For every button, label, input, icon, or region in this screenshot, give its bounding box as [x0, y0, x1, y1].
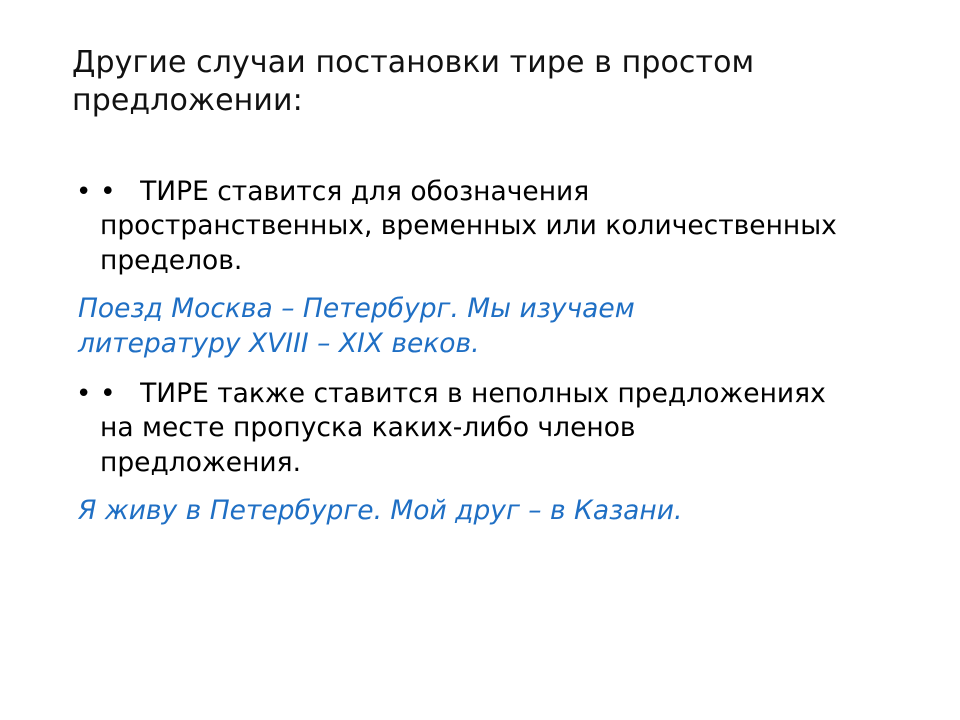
list-item-text: ТИРЕ также ставится в неполных предложениях на месте пропуска каких-либо членов предложения. — [100, 377, 826, 478]
inner-bullet-marker: • — [100, 377, 116, 409]
list-item — [72, 377, 840, 480]
list-item-text: ТИРЕ ставится для обозначения пространственных, временных или количественных пределов. — [100, 175, 837, 276]
list-item — [72, 175, 840, 278]
inner-bullet-marker: • — [100, 175, 116, 207]
example-text: Я живу в Петербурге. Мой друг – в Казани. — [78, 495, 683, 527]
bullet-dot-icon: • — [76, 379, 92, 410]
example-text: Поезд Москва – Петербург. Мы изучаем литературу XVIII – XIX веков. — [78, 293, 635, 359]
page-title: Другие случаи постановки тире в простом предложении: — [72, 45, 755, 119]
slide-body — [72, 175, 890, 529]
bullet-dot-icon: • — [76, 177, 92, 208]
